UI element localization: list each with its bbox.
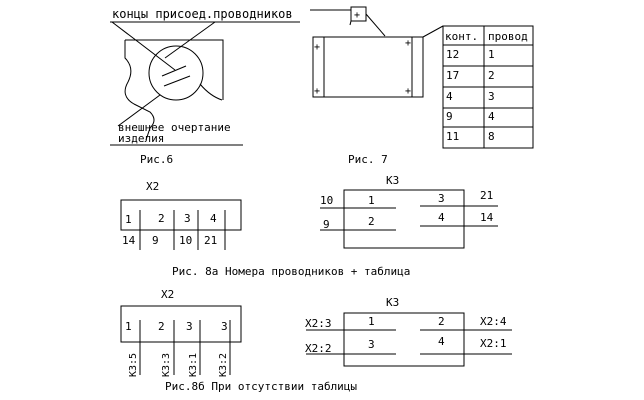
fig7-table-cell: 17 (446, 69, 460, 82)
fig8a-x2-pin: 2 (158, 212, 165, 225)
fig8a-k3-title: K3 (386, 174, 400, 187)
fig8b-x2-title: X2 (161, 288, 175, 301)
fig8b-x2-pin: 3 (221, 320, 228, 333)
fig8b-x2-wire-label: K3:3 (161, 352, 172, 377)
fig6-wire-end (164, 76, 190, 86)
fig7-table-cell: 4 (488, 110, 495, 123)
fig6-outline-label-line2: изделия (118, 132, 165, 145)
fig6-leader-label: концы присоед.проводников (112, 7, 293, 21)
fig7-table-cell: 4 (446, 90, 453, 103)
fig6-wire-end (162, 66, 186, 76)
fig7-table-cell: 9 (446, 110, 453, 123)
fig8b-x2-wire-label: K3:1 (188, 352, 199, 377)
plus-icon: + (314, 86, 321, 97)
fig8a-k3-pin: 3 (438, 192, 445, 205)
fig8a-x2-wire: 9 (152, 234, 159, 247)
fig8b-x2-pin: 1 (125, 320, 132, 333)
fig8a-x2-body (121, 200, 241, 230)
fig6-caption: Рис.6 (140, 153, 174, 166)
fig8a-x2-pin: 3 (184, 212, 191, 225)
figure-7 (310, 7, 533, 148)
fig8b-k3-label: X2:3 (305, 317, 332, 330)
plus-icon: + (354, 10, 361, 21)
fig8a-caption: Рис. 8а Номера проводников + таблица (172, 265, 411, 278)
fig8a-x2-title: X2 (146, 180, 160, 193)
fig6-leader-line (112, 22, 175, 70)
fig6-connector-circle (149, 46, 203, 100)
fig7-table-cell: 11 (446, 130, 460, 143)
fig8a-x2-wire: 21 (204, 234, 218, 247)
fig8a-x2-wire: 10 (179, 234, 193, 247)
fig8b-k3-body (344, 313, 464, 366)
fig7-table-header-contact: конт. (445, 30, 479, 43)
fig7-table-cell: 12 (446, 48, 460, 61)
fig8a-k3-wire: 21 (480, 189, 494, 202)
fig7-table-pointer (423, 26, 443, 37)
fig8b-x2-wire-label: K3:5 (128, 352, 139, 377)
fig8b-k3-title: K3 (386, 296, 400, 309)
plus-icon: + (405, 86, 412, 97)
fig8b-x2-wire-label: K3:2 (218, 352, 229, 377)
fig8a-k3-wire: 10 (320, 194, 334, 207)
fig6-tail (200, 84, 222, 100)
fig8a-k3-pin: 4 (438, 211, 445, 224)
fig8b-k3-label: X2:4 (480, 315, 507, 328)
fig8a-k3-pin: 2 (368, 215, 375, 228)
fig8a-k3-wire: 9 (323, 218, 330, 231)
fig7-table-cell: 8 (488, 130, 495, 143)
fig8b-k3-pin: 3 (368, 338, 375, 351)
fig8a-k3-body (344, 190, 464, 248)
fig8b-k3-pin: 2 (438, 315, 445, 328)
fig7-pointer-line (366, 14, 385, 36)
fig7-table-header-wire: провод (488, 30, 528, 43)
fig8a-k3-pin: 1 (368, 194, 375, 207)
fig7-caption: Рис. 7 (348, 153, 388, 166)
fig7-marker-tick (350, 21, 351, 25)
fig8a-x2-pin: 1 (125, 213, 132, 226)
fig8a-x2-pin: 4 (210, 212, 217, 225)
fig8b-k3-pin: 1 (368, 315, 375, 328)
figure-8a-k3-relay (320, 190, 498, 248)
fig7-table-cell: 3 (488, 90, 495, 103)
fig8b-x2-pin: 3 (186, 320, 193, 333)
fig7-table-cell: 1 (488, 48, 495, 61)
fig8a-x2-wire: 14 (122, 234, 136, 247)
fig8a-k3-wire: 14 (480, 211, 494, 224)
fig6-outline (125, 40, 223, 100)
plus-icon: + (314, 42, 321, 53)
plus-icon: + (405, 38, 412, 49)
fig8b-caption: Рис.8б При отсутствии таблицы (165, 380, 358, 393)
fig6-outline-label-line1: внешнее очертание (118, 121, 231, 134)
fig8b-x2-pin: 2 (158, 320, 165, 333)
fig8b-k3-label: X2:1 (480, 337, 507, 350)
fig8b-k3-label: X2:2 (305, 342, 332, 355)
fig8b-k3-pin: 4 (438, 335, 445, 348)
fig7-table-cell: 2 (488, 69, 495, 82)
